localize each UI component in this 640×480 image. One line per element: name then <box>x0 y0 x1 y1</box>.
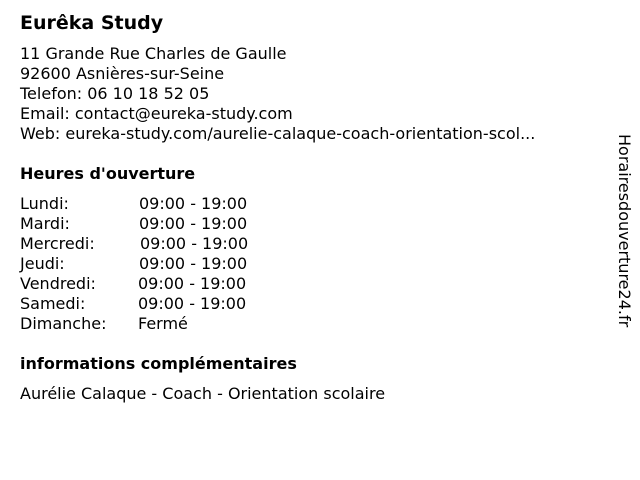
day-label: Mercredi: <box>20 234 95 253</box>
day-label: Samedi: <box>20 294 86 313</box>
hours-row-tuesday <box>20 214 280 234</box>
day-hours: 09:00 - 19:00 <box>139 214 248 233</box>
web-link[interactable]: eureka-study.com/aurelie-calaque-coach-orientation-scol... <box>65 124 536 143</box>
web-label: Web: <box>20 124 66 143</box>
site-watermark: Horairesdouverture24.fr <box>615 134 634 328</box>
hours-row-monday <box>20 194 280 214</box>
hours-row-saturday <box>20 294 280 314</box>
day-label: Mardi: <box>20 214 70 233</box>
hours-row-friday <box>20 274 280 294</box>
day-hours: 09:00 - 19:00 <box>139 194 248 213</box>
address-city: 92600 Asnières-sur-Seine <box>20 64 225 83</box>
day-hours: 09:00 - 19:00 <box>140 234 249 253</box>
day-label: Jeudi: <box>20 254 65 273</box>
hours-row-wednesday <box>20 234 280 254</box>
web-line <box>20 124 535 144</box>
additional-info-text: Aurélie Calaque - Coach - Orientation scolaire <box>20 384 386 403</box>
email-line: Email: contact@eureka-study.com <box>20 104 293 123</box>
day-hours: 09:00 - 19:00 <box>139 254 248 273</box>
day-label: Dimanche: <box>20 314 107 333</box>
hours-row-sunday <box>20 314 280 334</box>
day-label: Vendredi: <box>20 274 96 293</box>
additional-info-heading: informations complémentaires <box>20 354 297 373</box>
phone-line: Telefon: 06 10 18 52 05 <box>20 84 210 103</box>
day-hours: 09:00 - 19:00 <box>138 274 247 293</box>
day-hours: 09:00 - 19:00 <box>138 294 247 313</box>
contact-block <box>20 44 535 144</box>
business-name: Eurêka Study <box>20 12 164 34</box>
day-label: Lundi: <box>20 194 69 213</box>
address-street: 11 Grande Rue Charles de Gaulle <box>20 44 287 63</box>
opening-hours-table <box>20 194 280 334</box>
day-hours: Fermé <box>138 314 188 333</box>
hours-row-thursday <box>20 254 280 274</box>
opening-hours-heading: Heures d'ouverture <box>20 164 196 183</box>
